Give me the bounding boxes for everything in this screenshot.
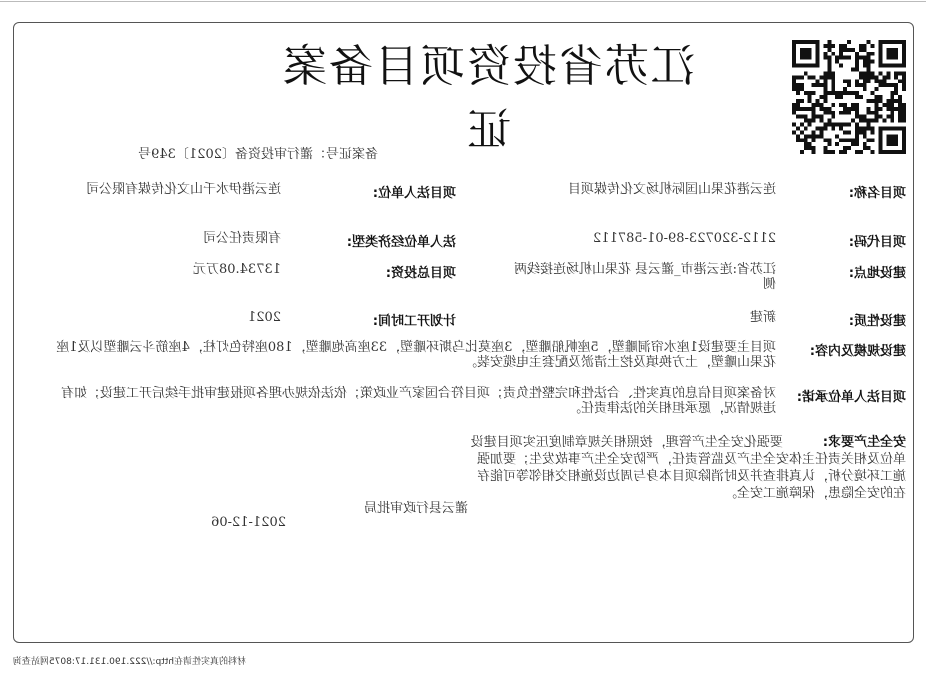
location-label: 建设地点: [848,266,906,281]
commitment-label: 项目法人单位承诺: [796,390,906,405]
project-code-label: 项目代码: [848,235,906,250]
legal-entity-label: 项目法人单位: [372,186,456,201]
legal-entity-value: 连云港伊水千山文化传媒有限公司 [85,182,281,197]
total-investment-label: 项目总投资: [385,266,456,281]
location-value: 江苏省:连云港市_灌云县 花果山机场连接线两侧 [513,262,776,292]
commitment-value: 对备案项目信息的真实性、合法性和完整性负责；项目符合国家产业政策；依法依规办理各项报建审批手续后开工建设；如有违规情况，愿承担相关的法律责任。 [60,386,776,416]
certificate-title: 江苏省投资项目备案证 [281,41,695,156]
entity-type-label: 法人单位经济类型: [346,235,456,250]
project-name-label: 项目名称: [848,186,906,201]
nature-value: 新建 [749,310,776,325]
verification-note: 材料的真实性请在http://222.190.131.17:8075网站查询 [12,657,246,667]
issuing-authority: 灌云县行政审批局 [363,501,468,516]
safety-requirements [466,434,906,502]
scale-value: 项目主要建设1座水帘洞雕塑，5座帆船雕塑，3座莫比乌斯环雕塑，33座高炮雕塑，180座特色灯柱，4座筋斗云雕塑以及1座花果山雕塑，土方换填及挖土清淤及配套主电缆安装。 [56,340,776,370]
entity-type-value: 有限责任公司 [202,231,281,246]
project-name-value: 连云港花果山国际机场文化传媒项目 [567,182,776,197]
top-divider [0,1,926,2]
safety-value: 要强化安全生产管理，按照相关规章制度压实项目建设单位及相关责任主体安全生产及监管责任，严防安全生产事故发生；要加强施工环境分析，认真排查并及时消除项目本身与周边设施相交相邻等可能存在的安全隐患，保障施工安全。 [470,435,906,501]
total-investment-value: 13734.08万元 [192,262,281,277]
qr-code [792,40,906,154]
nature-label: 建设性质: [848,314,906,329]
start-time-value: 2021 [247,310,281,325]
issue-date: 2021-12-06 [211,515,286,530]
project-code-value: 2112-320723-89-01-587112 [593,231,776,246]
scale-label: 建设规模及内容: [809,344,906,359]
start-time-label: 计划开工时间: [372,314,456,329]
certificate-number: 备案证号：灌行审投资备〔2021〕349号 [138,147,378,162]
safety-label: 安全生产要求: [822,435,906,450]
